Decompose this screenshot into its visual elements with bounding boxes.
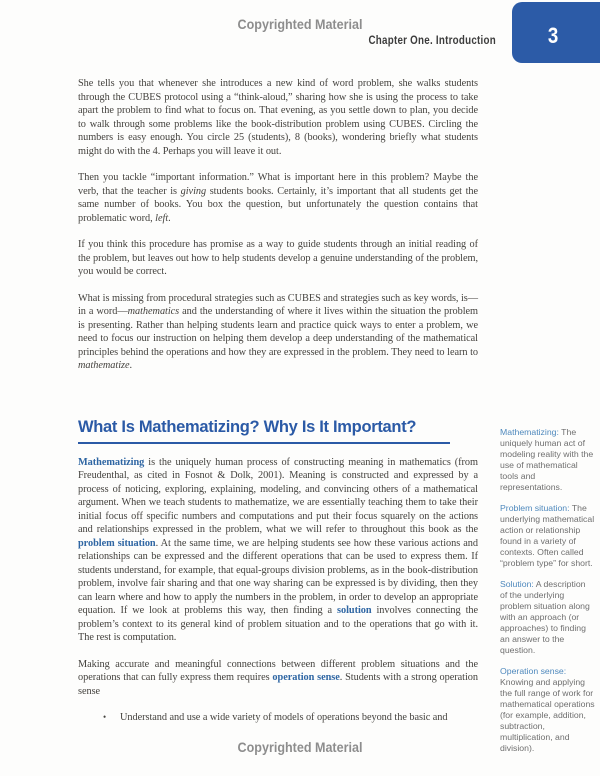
copyright-notice-bottom: Copyrighted Material <box>237 740 363 755</box>
bullet-text: Understand and use a wide variety of models of operations beyond the basic and <box>120 712 448 723</box>
margin-definitions <box>500 427 595 764</box>
definition-text: The underlying mathematical action or relationship found in a variety of contexts. Often called “problem type” for short. <box>500 503 595 568</box>
definition-entry-mathematizing <box>500 427 595 493</box>
bullet-item <box>78 711 478 725</box>
definition-term: Solution: <box>500 579 534 589</box>
definition-entry-problem-situation <box>500 503 595 569</box>
definition-text: Knowing and applying the full range of work for mathematical operations (for example, addition, subtraction, multiplication, and division). <box>500 677 595 753</box>
bullet-icon: • <box>103 712 107 722</box>
page-number-tab <box>512 2 600 63</box>
definition-term: Problem situation: <box>500 503 570 513</box>
paragraph-mathematizing-definition: Mathematizing is the uniquely human process of constructing meaning in mathematics (from Freudenthal, as cited in Fosnot & Dolk, 2001). Meaning is constructed and expressed by a process of noticing, exploring, explaining, modeling, and convincing others of a mathematical argument. When we teach students to mathematize, we are essentially teaching them to take their initial focus off specific numbers and computations and put their focus squarely on the actions and relationships expressed in the problem, what we will refer to throughout this book as the problem situation. At the same time, we are helping students see how these various actions and relationships can be expressed and the different operations that can be used to express them. If students understand, for example, that equal-groups division problems, as in the book-distribution problem, involve fair sharing and that one way sharing can be expressed is by dividing, then they can learn where and how to apply the numbers in the problem, in order to develop an appropriate equation. If we look at problems this way, then finding a solution involves connecting the problem’s context to its general kind of problem situation and to the operations that go with it. The rest is computation. <box>78 456 478 643</box>
copyright-notice-top: Copyrighted Material <box>237 17 363 32</box>
definition-term: Mathematizing: <box>500 427 559 437</box>
paragraph-operation-sense: Making accurate and meaningful connections between different problem situations and the operations that can fully express them requires operation sense. Students with a strong operation sense <box>78 658 478 697</box>
chapter-running-head: Chapter One. Introduction <box>368 35 496 47</box>
definition-text: The uniquely human act of modeling reality with the use of mathematical tools and representations. <box>500 427 594 492</box>
page-number: 3 <box>547 22 559 48</box>
paragraph-what-is-missing: What is missing from procedural strategies such as CUBES and strategies such as key words, is—in a word—mathematics and the understanding of where it lives within the situation the problem is presenting. Rather than helping students learn and practice quick ways to enter a problem, we need to focus our instruction on helping them develop a deep understanding of the mathematical principles behind the operations and how they are expressed in the problem. They need to learn to mathematize. <box>78 292 478 371</box>
main-text-column <box>78 77 478 725</box>
section-heading: What Is Mathematizing? Why Is It Important? <box>78 418 450 444</box>
definition-entry-solution <box>500 579 595 656</box>
paragraph-important-information: Then you tackle “important information.” What is important here in this problem? Maybe the verb, that the teacher is giving students books. Certainly, it’s important that all students get the same number of books. You box the question, but unfortunately the question contains that problematic word, left. <box>78 172 478 224</box>
paragraph-procedure-promise: If you think this procedure has promise as a way to guide students through an initial reading of the problem, but leaves out how to help students develop a genuine understanding of the problem, you would be correct. <box>78 239 478 277</box>
definition-term: Operation sense: <box>500 666 567 676</box>
paragraph-cubes-thinkaloud: She tells you that whenever she introduces a new kind of word problem, she walks students through the CUBES protocol using a “think-aloud,” sharing how she is using the process to take apart the problem to find what to focus on. That evening, as you settle down to plan, you decide to walk through some problems like the book-distribution problem using CUBES. Circling the numbers is easy enough. You circle 25 (students), 8 (books), wondering briefly what students might do with the 4. Perhaps you will leave it out. <box>78 78 478 157</box>
definition-text: A description of the underlying problem situation along with an approach (or approaches) to finding an answer to the question. <box>500 579 590 655</box>
